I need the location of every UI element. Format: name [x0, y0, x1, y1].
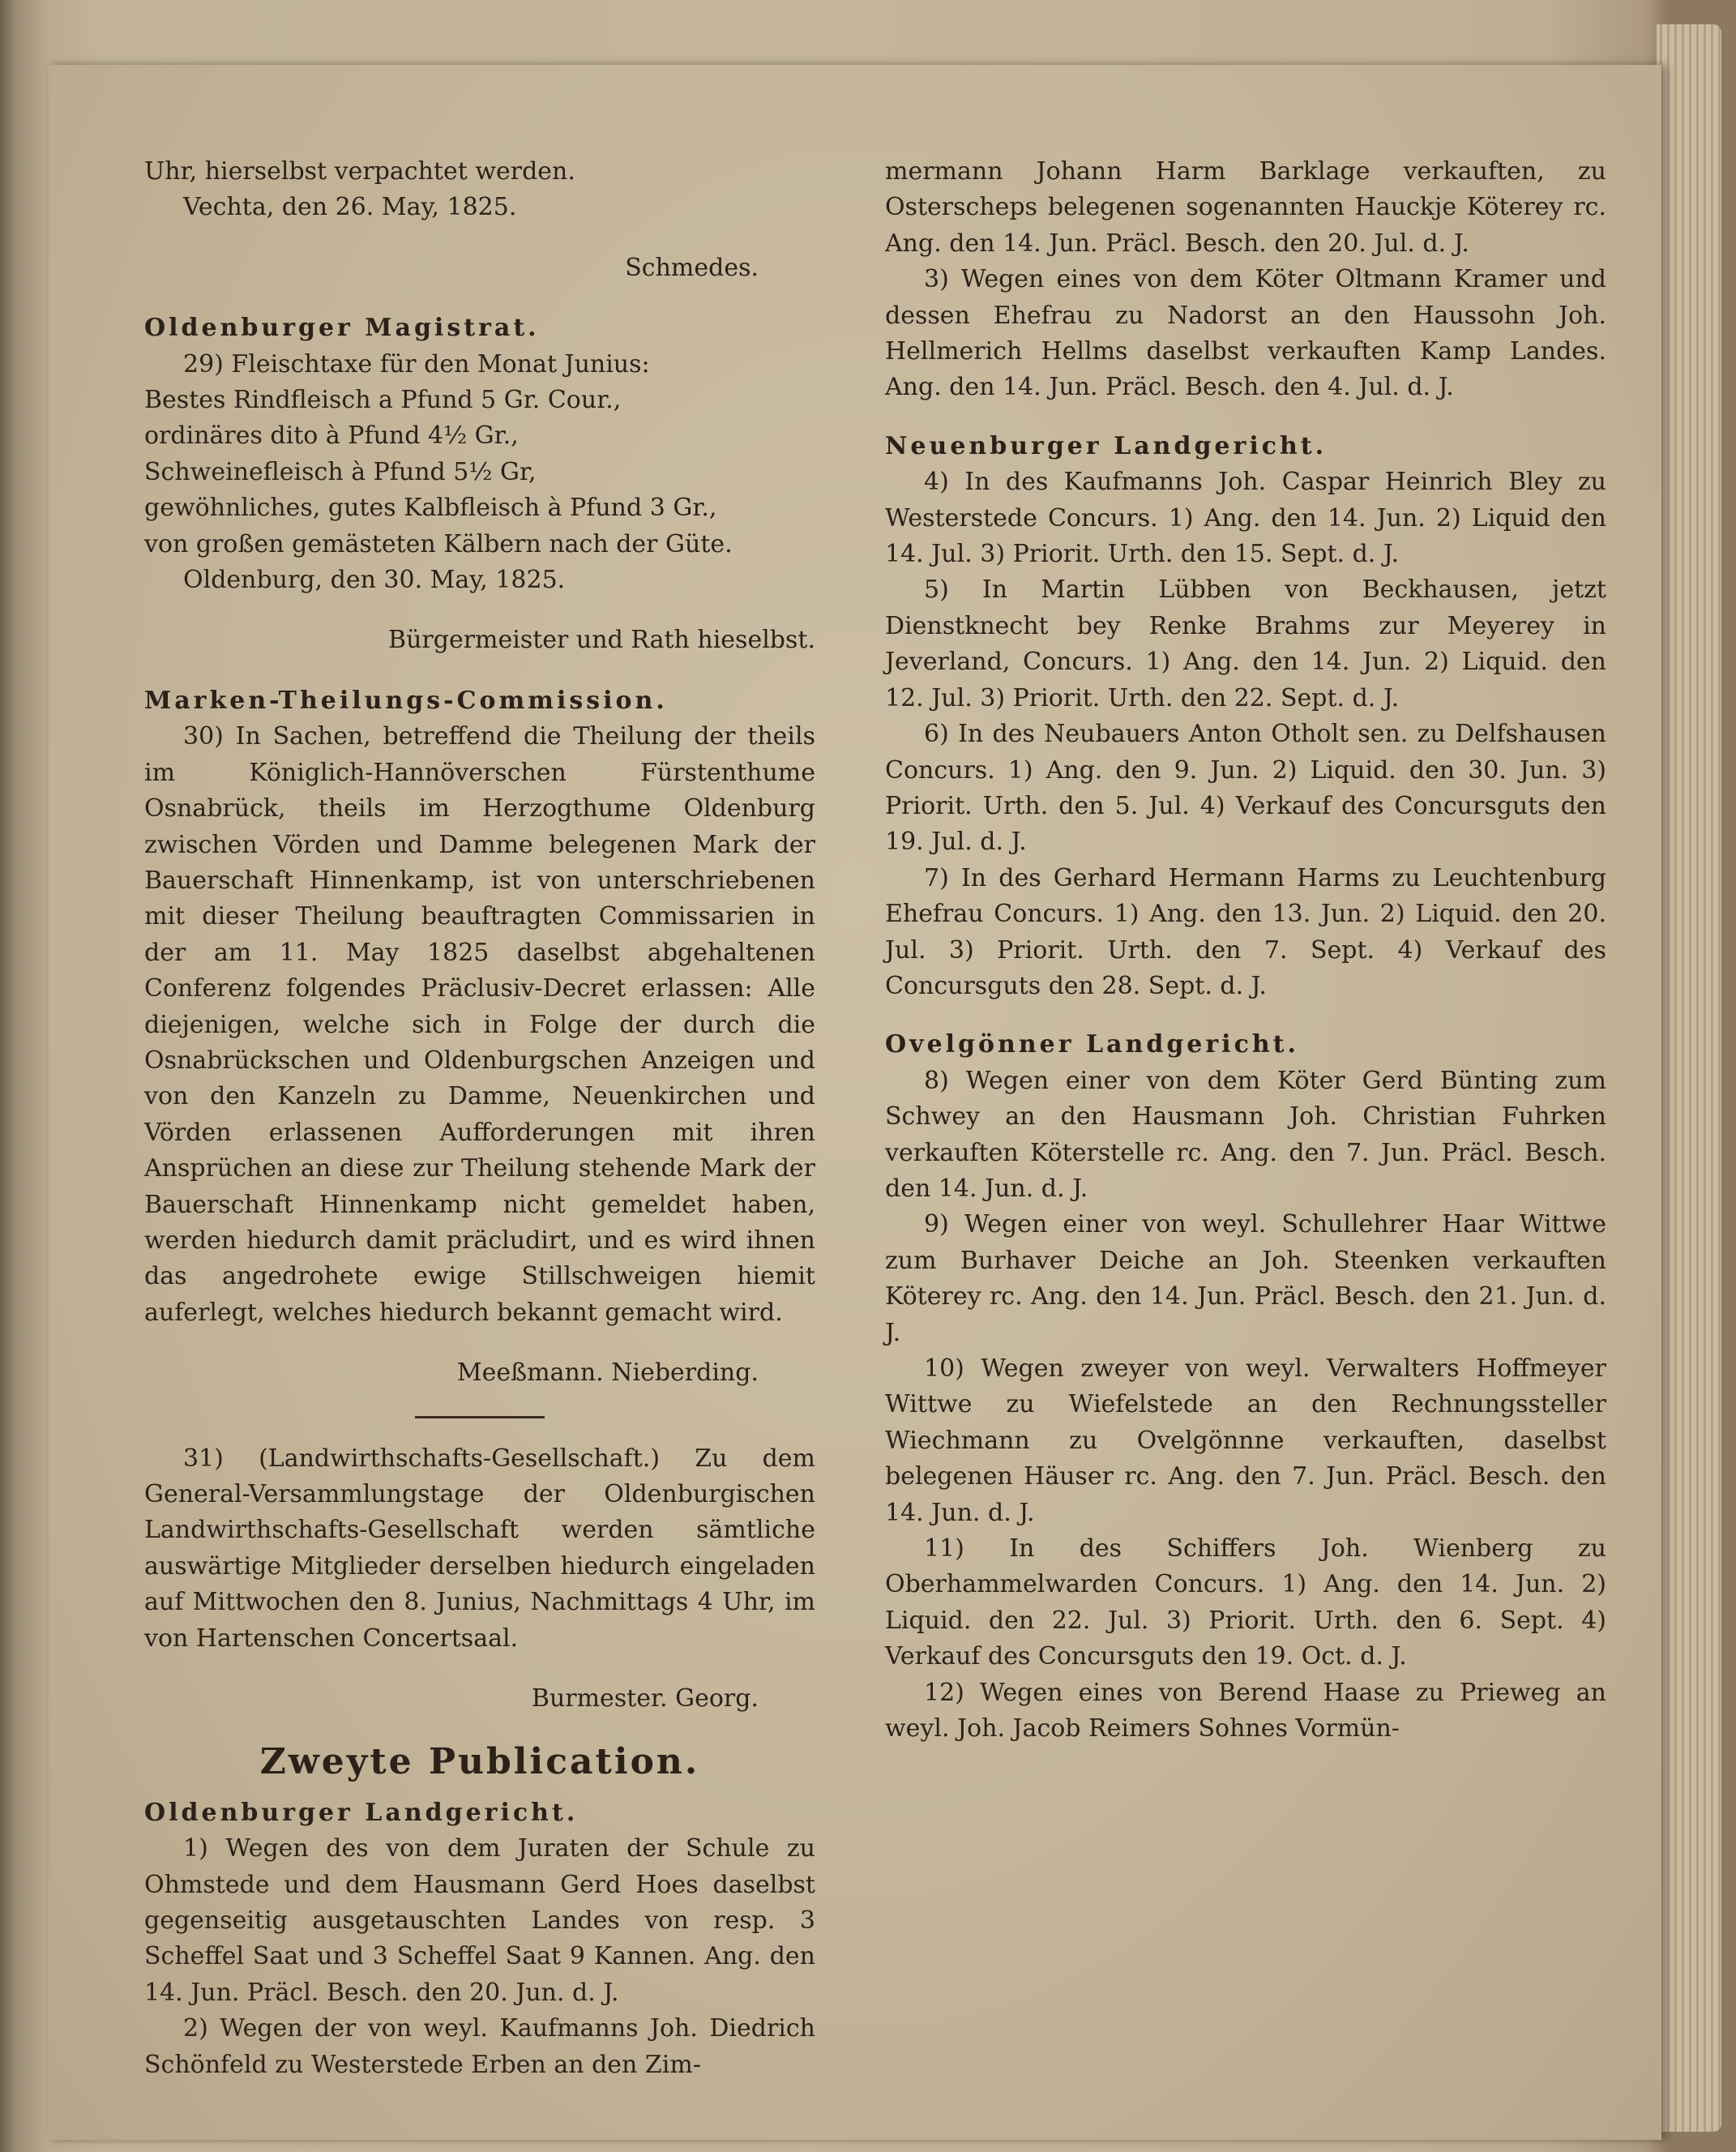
entry-10-text: 10) Wegen zweyer von weyl. Verwalters Hoffmeyer Wittwe zu Wiefelstede an den Rechnungssteller Wiechmann zu Ovelgönnne verkauften, daselbst belegenen Häuser rc. Ang. den 7. Jun. Präcl. Besch. den 14. Jun. d. J.	[885, 1354, 1606, 1527]
section-heading: Oldenburger Landgericht.	[144, 1798, 579, 1827]
entry-29-line: Bürgermeister und Rath hieselbst.	[388, 626, 815, 655]
entry-11-text: 11) In des Schiffers Joh. Wienberg zu Oberhammelwarden Concurs. 1) Ang. den 14. Jun. 2) Liquid. den 22. Jul. 3) Priorit. Urth. den 6. Sept. 4) Verkauf des Concursguts den 19. Oct. d. J.	[885, 1534, 1606, 1671]
left-column	[144, 154, 815, 2083]
publication-title: Zweyte Publication.	[259, 1741, 700, 1783]
entry-2-text: 2) Wegen der von weyl. Kaufmanns Joh. Diedrich Schönfeld zu Westerstede Erben an den Zim-	[144, 2014, 815, 2079]
entry-31-text: 31) (Landwirthschafts-Gesellschaft.) Zu dem General-Versammlungstage der Oldenburgischen Landwirthschafts-Gesellschaft werden sämtliche auswärtige Mitglieder derselben hiedurch eingeladen auf Mittwochen den 8. Junius, Nachmittags 4 Uhr, im von Hartenschen Concertsaal.	[144, 1444, 815, 1653]
entry-30-signature: Meeßmann. Nieberding.	[456, 1358, 759, 1388]
entry-2-continued: mermann Johann Harm Barklage verkauften, zu Osterscheps belegenen sogenannten Hauckje Köterey rc. Ang. den 14. Jun. Präcl. Besch. den 20. Jul. d. J.	[885, 157, 1606, 258]
entry-3-text: 3) Wegen eines von dem Köter Oltmann Kramer und dessen Ehefrau zu Nadorst an den Haussohn Joh. Hellmerich Hellms daselbst verkauften Kamp Landes. Ang. den 14. Jun. Präcl. Besch. den 4. Jul. d. J.	[885, 265, 1606, 402]
entry-29-line: ordinäres dito à Pfund 4½ Gr.,	[144, 421, 519, 451]
entry-29-line: gewöhnliches, gutes Kalbfleisch à Pfund 3 Gr.,	[144, 494, 717, 523]
dateline: Vechta, den 26. May, 1825.	[183, 193, 517, 222]
right-column	[885, 154, 1606, 1747]
newspaper-page	[49, 65, 1661, 2140]
entry-6-text: 6) In des Neubauers Anton Otholt sen. zu Delfshausen Concurs. 1) Ang. den 9. Jun. 2) Liquid. den 30. Jun. 3) Priorit. Urth. den 5. Jul. 4) Verkauf des Concursguts den 19. Jul. d. J.	[885, 720, 1606, 857]
entry-8-text: 8) Wegen einer von dem Köter Gerd Bünting zum Schwey an den Hausmann Joh. Christian Fuhrken verkauften Köterstelle rc. Ang. den 7. Jun. Präcl. Besch. den 14. Jun. d. J.	[885, 1066, 1606, 1203]
entry-7-text: 7) In des Gerhard Hermann Harms zu Leuchtenburg Ehefrau Concurs. 1) Ang. den 13. Jun. 2) Liquid. den 20. Jul. 3) Priorit. Urth. den 7. Sept. 4) Verkauf des Concursguts den 28. Sept. d. J.	[885, 863, 1606, 1000]
entry-12-text: 12) Wegen eines von Berend Haase zu Prieweg an weyl. Joh. Jacob Reimers Sohnes Vormün-	[885, 1678, 1606, 1743]
signature: Schmedes.	[625, 253, 759, 282]
section-heading: Neuenburger Landgericht.	[885, 431, 1328, 460]
section-heading: Oldenburger Magistrat.	[144, 314, 540, 343]
section-heading: Ovelgönner Landgericht.	[885, 1030, 1299, 1059]
entry-29-line: 29) Fleischtaxe für den Monat Junius:	[183, 349, 650, 379]
section-heading: Marken-Theilungs-Commission.	[144, 686, 668, 715]
entry-29-line: Oldenburg, den 30. May, 1825.	[183, 566, 566, 595]
entry-30-text: 30) In Sachen, betreffend die Theilung der theils im Königlich-Hannöverschen Fürstenthume Osnabrück, theils im Herzogthume Oldenburg zwischen Vörden und Damme belegenen Mark der Bauerschaft Hinnenkamp, ist von unterschriebenen mit dieser Theilung beauftragten Commissarien in der am 11. May 1825 daselbst abgehaltenen Conferenz folgendes Präclusiv-Decret erlassen: Alle diejenigen, welche sich in Folge der durch die Osnabrückschen und Oldenburgschen Anzeigen und von den Kanzeln zu Damme, Neuenkirchen und Vörden erlassenen Aufforderungen mit ihren Ansprüchen an diese zur Theilung stehende Mark der Bauerschaft Hinnenkamp nicht gemeldet haben, werden hiedurch damit präcludirt, und es wird ihnen das angedrohete ewige Stillschweigen hiemit auferlegt, welches hiedurch bekannt gemacht wird.	[144, 722, 815, 1327]
continued-line: Uhr, hierselbst verpachtet werden.	[144, 157, 575, 186]
entry-5-text: 5) In Martin Lübben von Beckhausen, jetzt Dienstknecht bey Renke Brahms zur Meyerey in Jeverland, Concurs. 1) Ang. den 14. Jun. 2) Liquid. den 12. Jul. 3) Priorit. Urth. den 22. Sept. d. J.	[885, 575, 1606, 712]
entry-9-text: 9) Wegen einer von weyl. Schullehrer Haar Wittwe zum Burhaver Deiche an Joh. Steenken verkauften Köterey rc. Ang. den 14. Jun. Präcl. Besch. den 21. Jun. d. J.	[885, 1210, 1606, 1347]
entry-1-text: 1) Wegen des von dem Juraten der Schule zu Ohmstede und dem Hausmann Gerd Hoes daselbst gegenseitig ausgetauschten Landes von resp. 3 Scheffel Saat und 3 Scheffel Saat 9 Kannen. Ang. den 14. Jun. Präcl. Besch. den 20. Jun. d. J.	[144, 1834, 815, 2007]
entry-29-line: Schweinefleisch à Pfund 5½ Gr,	[144, 457, 537, 486]
entry-31-signature: Burmester. Georg.	[531, 1684, 759, 1713]
entry-4-text: 4) In des Kaufmanns Joh. Caspar Heinrich Bley zu Westerstede Concurs. 1) Ang. den 14. Jun. 2) Liquid den 14. Jul. 3) Priorit. Urth. den 15. Sept. d. J.	[885, 468, 1606, 569]
entry-29-line: Bestes Rindfleisch a Pfund 5 Gr. Cour.,	[144, 386, 622, 415]
page-fore-edge	[1657, 24, 1721, 2132]
entry-29-line: von großen gemästeten Kälbern nach der Güte.	[144, 529, 733, 558]
separator-rule	[415, 1416, 545, 1418]
